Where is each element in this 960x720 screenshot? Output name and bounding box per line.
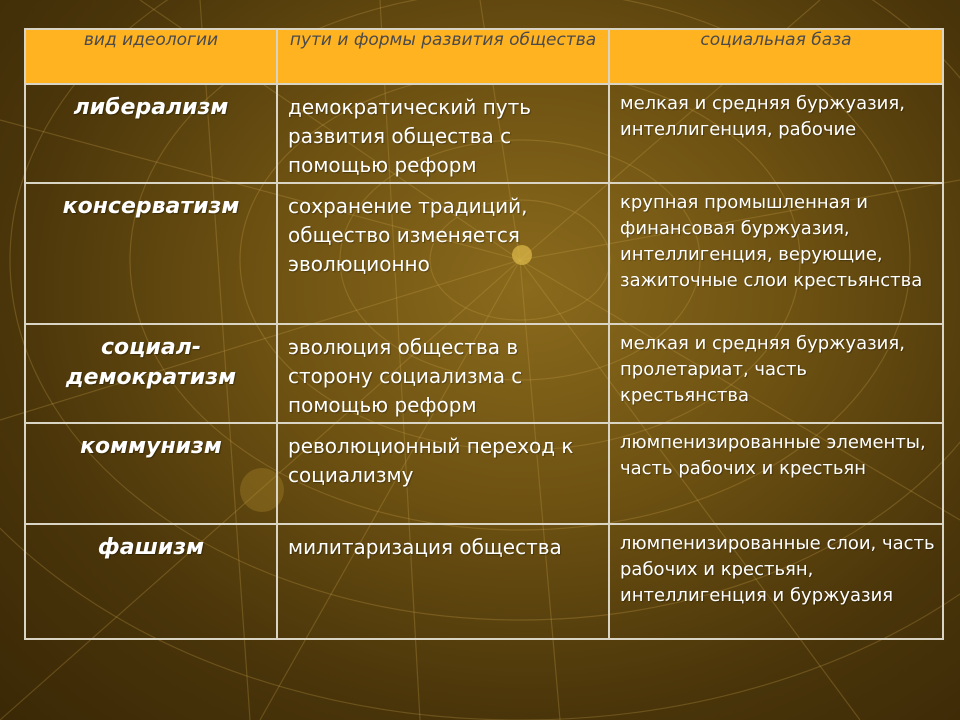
ideology-name: социал-демократизм — [25, 324, 277, 423]
table-row-communism — [25, 423, 943, 524]
table-row-liberalism — [25, 84, 943, 183]
social-base: люмпенизированные слои, часть рабочих и крестьян, интеллигенция и буржуазия — [609, 524, 943, 639]
ideology-name: консерватизм — [25, 183, 277, 324]
development-path: милитаризация общества — [277, 524, 609, 639]
ideology-name: коммунизм — [25, 423, 277, 524]
header-social-base: социальная база — [609, 29, 943, 84]
ideology-name: фашизм — [25, 524, 277, 639]
development-path: сохранение традиций, общество изменяется эволюционно — [277, 183, 609, 324]
social-base: мелкая и средняя буржуазия, пролетариат, часть крестьянства — [609, 324, 943, 423]
ideology-name: либерализм — [25, 84, 277, 183]
social-base: люмпенизированные элементы, часть рабочих и крестьян — [609, 423, 943, 524]
table-header-row — [25, 29, 943, 84]
social-base: крупная промышленная и финансовая буржуазия, интеллигенция, верующие, зажиточные слои крестьянства — [609, 183, 943, 324]
social-base: мелкая и средняя буржуазия, интеллигенция, рабочие — [609, 84, 943, 183]
development-path: эволюция общества в сторону социализма с помощью реформ — [277, 324, 609, 423]
ideology-table — [24, 28, 944, 640]
table-row-social-democratism — [25, 324, 943, 423]
header-development-paths: пути и формы развития общества — [277, 29, 609, 84]
table-row-fascism — [25, 524, 943, 639]
table-row-conservatism — [25, 183, 943, 324]
development-path: демократический путь развития общества с помощью реформ — [277, 84, 609, 183]
development-path: революционный переход к социализму — [277, 423, 609, 524]
header-ideology-type: вид идеологии — [25, 29, 277, 84]
